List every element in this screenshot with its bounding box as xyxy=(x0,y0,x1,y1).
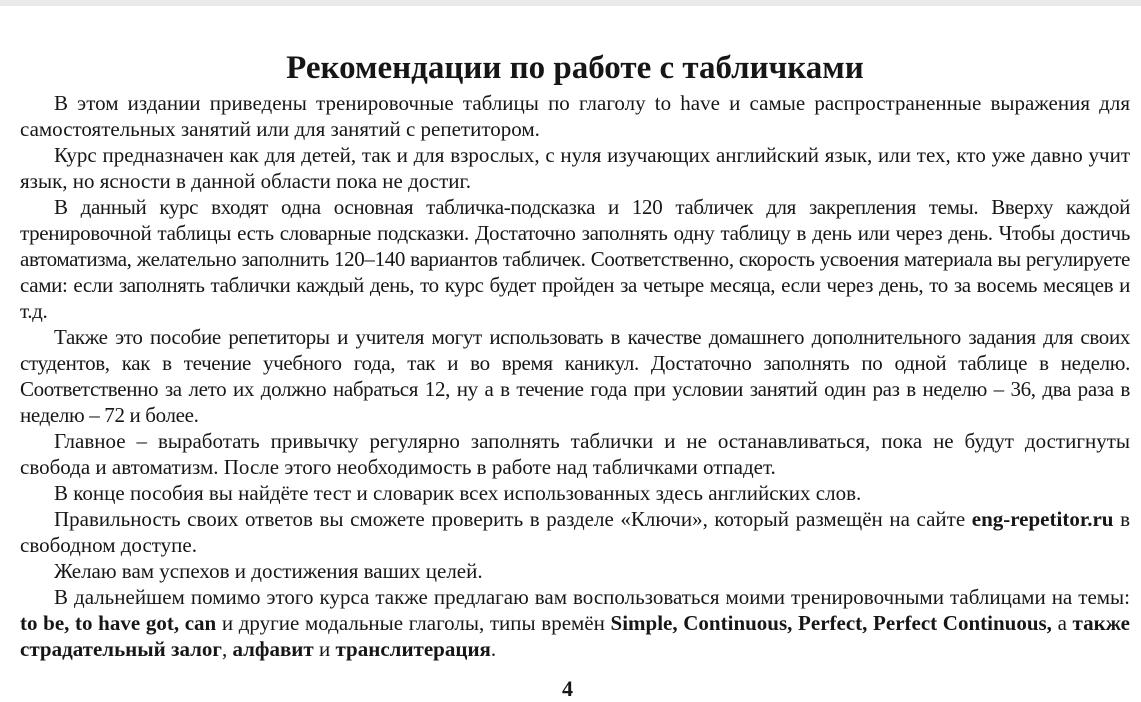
course-topic-alphabet: алфавит xyxy=(232,637,314,661)
top-edge-strip xyxy=(0,0,1141,6)
page-title: Рекомендации по работе с табличками xyxy=(286,50,864,86)
paragraph-audience: Курс предназначен как для детей, так и для взрослых, с нуля изучающих английский язык, или тех, кто уже давно учит язык, но ясности в данной области пока не достиг. xyxy=(20,143,1130,193)
other-courses-text-6: . xyxy=(490,637,497,661)
paragraph-habit: Главное – выработать привычку регулярно заполнять таблички и не останавливаться, пока не будут достигнуты свобода и автоматизм. После этого необходимость в работе над табличками отпадет. xyxy=(20,429,1130,479)
answer-keys-text-after: в свободном доступе. xyxy=(20,507,1130,557)
other-courses-text-5: и xyxy=(313,637,336,661)
paragraph-wishes: Желаю вам успехов и достижения ваших целей. xyxy=(54,559,483,583)
course-topics-tenses: Simple, Continuous, Perfect, Perfect Continuous, xyxy=(610,611,1052,635)
page-number: 4 xyxy=(562,676,573,701)
other-courses-text-3: а xyxy=(1051,611,1073,635)
paragraph-answer-keys xyxy=(20,506,1130,558)
paragraph-test-dictionary: В конце пособия вы найдёте тест и словарик всех использованных здесь английских слов. xyxy=(54,481,862,505)
paragraph-intro: В этом издании приведены тренировочные таблицы по глаголу to have и самые распространенные выражения для самостоятельных занятий или для занятий с репетитором. xyxy=(20,91,1130,141)
other-courses-text-1: В дальнейшем помимо этого курса также предлагаю вам воспользоваться моими тренировочными таблицами на темы: xyxy=(54,585,1130,609)
course-topics-verbs: to be, to have got, can xyxy=(20,611,217,635)
document-page xyxy=(20,48,1130,662)
course-topic-transliteration: транслитерация xyxy=(335,637,491,661)
other-courses-text-4: , xyxy=(221,637,233,661)
website-name: eng-repetitor.ru xyxy=(971,507,1114,531)
answer-keys-text-before: Правильность своих ответов вы сможете проверить в разделе «Ключи», который размещён на сайте xyxy=(54,507,972,531)
paragraph-course-content: В данный курс входят одна основная табличка-подсказка и 120 табличек для закрепления темы. Вверху каждой тренировочной таблицы есть словарные подсказки. Достаточно заполнять одну таблицу в день или через день. Чтобы достичь автоматизма, желательно заполнить 120–140 вариантов табличек. Соответственно, скорость усвоения материала вы регулируете сами: если заполнять таблички каждый день, то курс будет пройден за четыре месяца, если через день, то за восемь месяцев и т.д. xyxy=(20,195,1130,323)
other-courses-text-2: и другие модальные глаголы, типы времён xyxy=(216,611,611,635)
paragraph-tutors: Также это пособие репетиторы и учителя могут использовать в качестве домашнего дополнительного задания для своих студентов, как в течение учебного года, так и во время каникул. Достаточно заполнять по одной таблице в неделю. Соответственно за лето их должно набраться 12, ну а в течение года при условии занятий один раз в неделю – 36, два раза в неделю – 72 и более. xyxy=(20,325,1130,427)
course-topic-passive-voice: также страдательный залог xyxy=(20,611,1130,661)
paragraph-other-courses xyxy=(20,584,1130,662)
